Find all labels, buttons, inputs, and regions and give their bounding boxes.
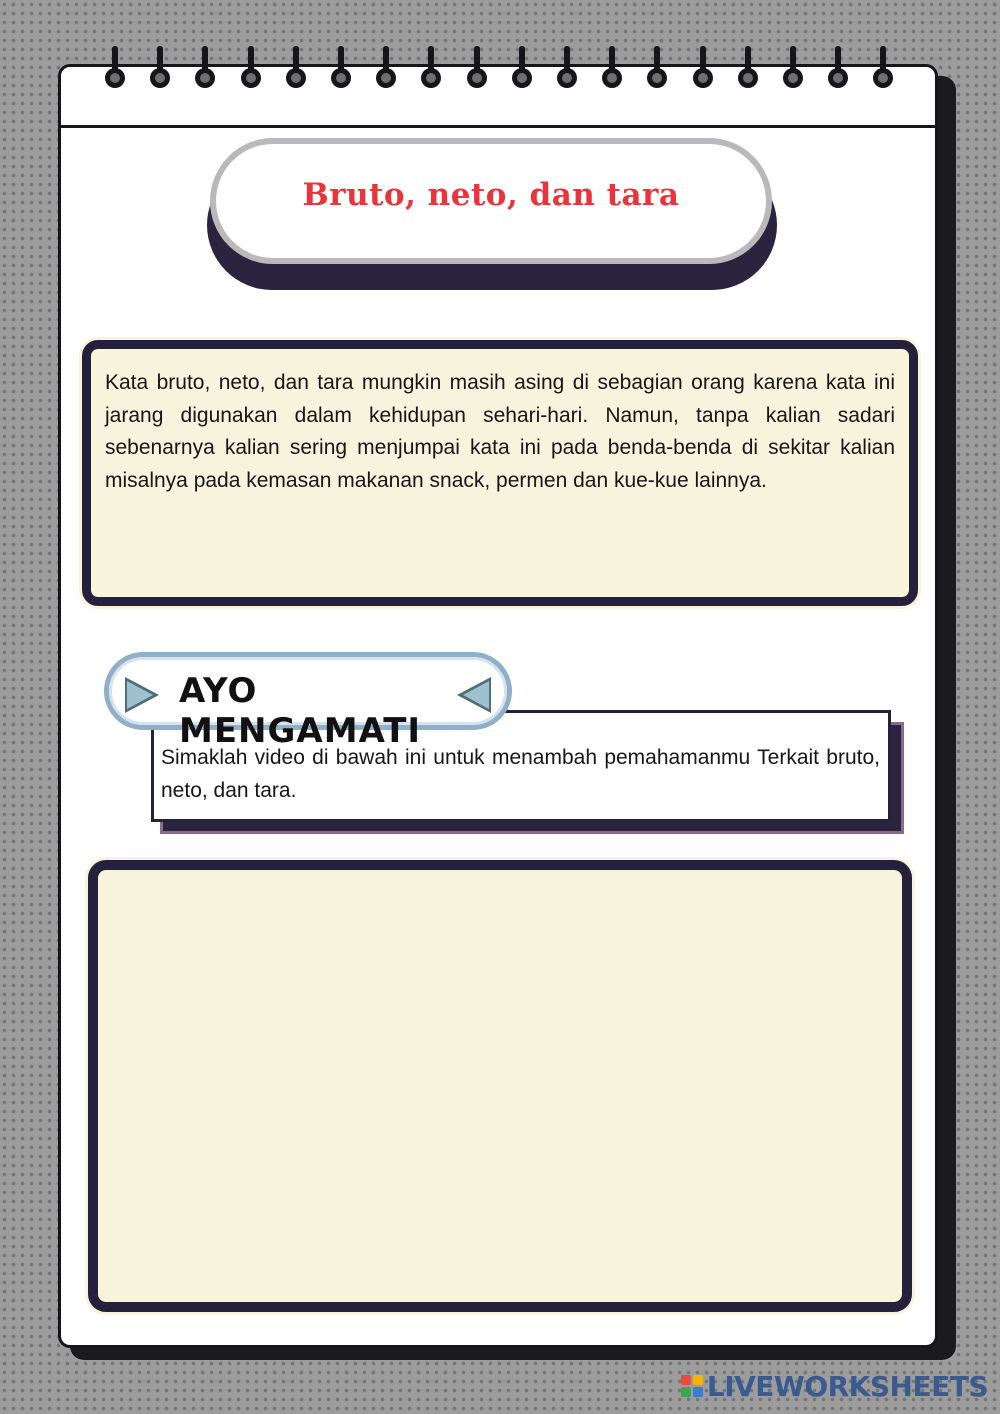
section-heading-pill (104, 652, 512, 751)
spiral-ring (826, 46, 850, 94)
play-left-icon-highlight (463, 681, 489, 709)
instruction-text: Simaklah video di bawah ini untuk menambah pemahamanmu Terkait bruto, neto, dan tara. (161, 746, 880, 802)
liveworksheets-brand (681, 1370, 988, 1402)
spiral-ring (284, 46, 308, 94)
video-embed-area[interactable] (88, 860, 912, 1312)
play-right-icon-highlight (127, 681, 153, 709)
spiral-ring (465, 46, 489, 94)
page-title: Bruto, neto, dan tara (302, 177, 680, 213)
spiral-ring (510, 46, 534, 94)
spiral-ring (329, 46, 353, 94)
spiral-ring (600, 46, 624, 94)
intro-paragraph: Kata bruto, neto, dan tara mungkin masih asing di sebagian orang karena kata ini jarang digunakan dalam kehidupan sehari-hari. Namun, tanpa kalian sadari sebenarnya kalian sering menjumpai kata ini pada benda-benda di sekitar kalian misalnya pada kemasan makanan snack, permen dan kue-kue lainnya. (105, 371, 895, 492)
spiral-ring (781, 46, 805, 94)
spiral-ring (239, 46, 263, 94)
intro-panel (82, 340, 918, 606)
spiral-ring (555, 46, 579, 94)
spiral-ring (193, 46, 217, 94)
spiral-ring (736, 46, 760, 94)
spiral-ring (691, 46, 715, 94)
binding-line (61, 125, 935, 128)
spiral-ring (419, 46, 443, 94)
spiral-ring (374, 46, 398, 94)
brand-name: LIVEWORKSHEETS (706, 1369, 988, 1403)
title-pill (210, 138, 772, 264)
spiral-ring (645, 46, 669, 94)
spiral-ring (871, 46, 895, 94)
spiral-ring (103, 46, 127, 94)
section-heading: AYO MENGAMATI (179, 671, 422, 751)
spiral-ring (148, 46, 172, 94)
liveworksheets-logo-icon (681, 1375, 703, 1397)
